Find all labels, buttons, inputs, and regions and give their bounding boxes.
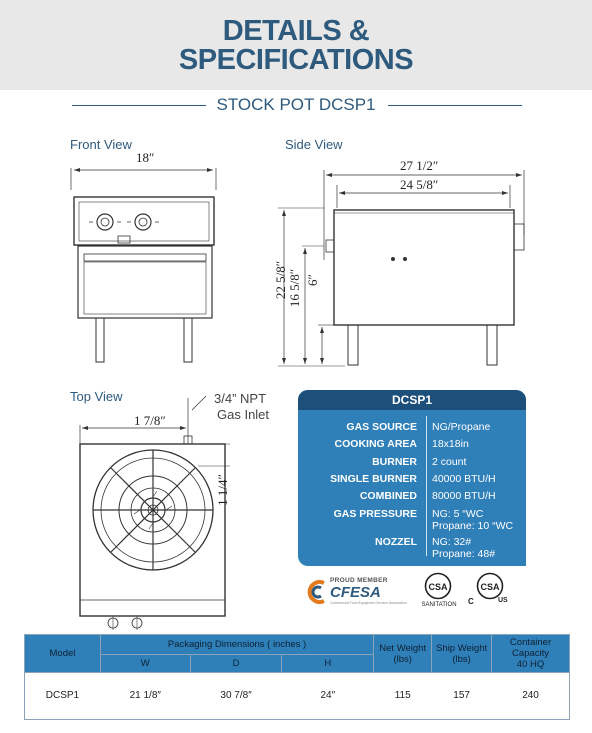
- th-ship-weight-unit: (lbs): [452, 653, 471, 665]
- spec-key-burner: BURNER: [372, 456, 417, 468]
- csa-cus-icon: [476, 572, 504, 600]
- sanitation-label: SANITATION: [421, 602, 457, 608]
- page-title-line-1: DETAILS &: [222, 15, 370, 47]
- th-d: D: [190, 655, 282, 673]
- gas-inlet-label-2: Gas Inlet: [217, 407, 270, 422]
- spec-key-gas-pressure: GAS PRESSURE: [333, 508, 417, 520]
- th-ship-weight: [432, 635, 492, 673]
- spec-key-gas-source: GAS SOURCE: [346, 421, 417, 433]
- spec-divider: [426, 416, 427, 556]
- front-width-dim: 18″: [136, 150, 155, 165]
- spec-value-single-burner: 40000 BTU/H: [432, 473, 496, 485]
- csa-sanitation-mark: CSA: [428, 582, 448, 592]
- front-view-drawing: [71, 168, 216, 362]
- top-offset-x-dim: 1 7/8″: [134, 413, 166, 428]
- gas-inlet-label-1: 3/4” NPT: [214, 391, 267, 406]
- cell-net-weight: 115: [394, 690, 411, 702]
- spec-key-single-burner: SINGLE BURNER: [330, 473, 417, 485]
- us-mark: US: [498, 597, 508, 604]
- front-view-label: Front View: [70, 137, 132, 152]
- side-height-body-dim: 16 5/8″: [287, 268, 302, 308]
- spec-key-nozzel: NOZZEL: [375, 536, 417, 548]
- cfesa-fullname: Commercial Food Equipment Service Association: [330, 601, 407, 605]
- th-container-unit: 40 HQ: [516, 659, 545, 670]
- csa-cus-logo: [468, 570, 512, 610]
- cell-d: 30 7/8″: [220, 690, 252, 702]
- cell-container: 240: [522, 690, 539, 702]
- page-title-line-2: SPECIFICATIONS: [178, 44, 414, 76]
- th-w: W: [100, 655, 190, 673]
- spec-key-combined: COMBINED: [359, 490, 417, 502]
- side-leg-height-dim: 6″: [305, 274, 320, 286]
- packaging-table: [24, 634, 570, 719]
- top-offset-y-dim: 1 1/4″: [215, 474, 230, 506]
- side-height-total-dim: 22 5/8″: [273, 260, 288, 300]
- cfesa-tagline: PROUD MEMBER: [330, 577, 388, 584]
- spec-panel: [298, 390, 526, 566]
- spec-value-gas-source: NG/Propane: [432, 421, 491, 433]
- th-net-weight-label: Net Weight: [379, 642, 427, 654]
- csa-sanitation-icon: [424, 572, 452, 600]
- th-net-weight-unit: (lbs): [393, 653, 412, 665]
- spec-value-burner: 2 count: [432, 456, 467, 468]
- spec-key-cooking-area: COOKING AREA: [334, 438, 417, 450]
- spec-value-gas-pressure-ng: NG: 5 “WC: [432, 508, 484, 520]
- cell-ship-weight: 157: [453, 690, 470, 702]
- spec-value-nozzel-ng: NG: 32#: [432, 536, 472, 548]
- th-ship-weight-label: Ship Weight: [436, 642, 488, 654]
- spec-value-combined: 80000 BTU/H: [432, 490, 496, 502]
- th-container-label: Container Capacity: [509, 637, 552, 659]
- cell-model: DCSP1: [45, 690, 80, 702]
- csa-sanitation-logo: [416, 572, 462, 612]
- c-mark: C: [468, 597, 474, 606]
- th-h: H: [282, 655, 374, 673]
- side-view-label: Side View: [285, 137, 343, 152]
- th-container: [492, 635, 570, 673]
- top-view-drawing: [80, 396, 230, 630]
- th-model: Model: [25, 635, 101, 673]
- spec-value-cooking-area: 18x18in: [432, 438, 469, 450]
- side-depth-body-dim: 24 5/8″: [400, 177, 439, 192]
- spec-value-gas-pressure-propane: Propane: 10 “WC: [432, 520, 514, 532]
- side-depth-total-dim: 27 1/2″: [400, 158, 439, 173]
- csa-cus-mark: CSA: [480, 582, 500, 592]
- cfesa-wordmark: CFESA: [330, 584, 381, 601]
- cfesa-logo: [306, 575, 406, 607]
- product-subtitle: STOCK POT DCSP1: [0, 95, 592, 115]
- spec-panel-title: DCSP1: [298, 390, 526, 410]
- cell-h: 24″: [320, 690, 336, 702]
- th-packaging: Packaging Dimensions ( inches ): [100, 635, 373, 655]
- cell-w: 21 1/8″: [129, 690, 161, 702]
- th-net-weight: [374, 635, 432, 673]
- cfesa-swirl-icon: [306, 579, 328, 605]
- table-row: [25, 673, 570, 719]
- top-view-label: Top View: [70, 389, 123, 404]
- spec-value-nozzel-propane: Propane: 48#: [432, 548, 496, 560]
